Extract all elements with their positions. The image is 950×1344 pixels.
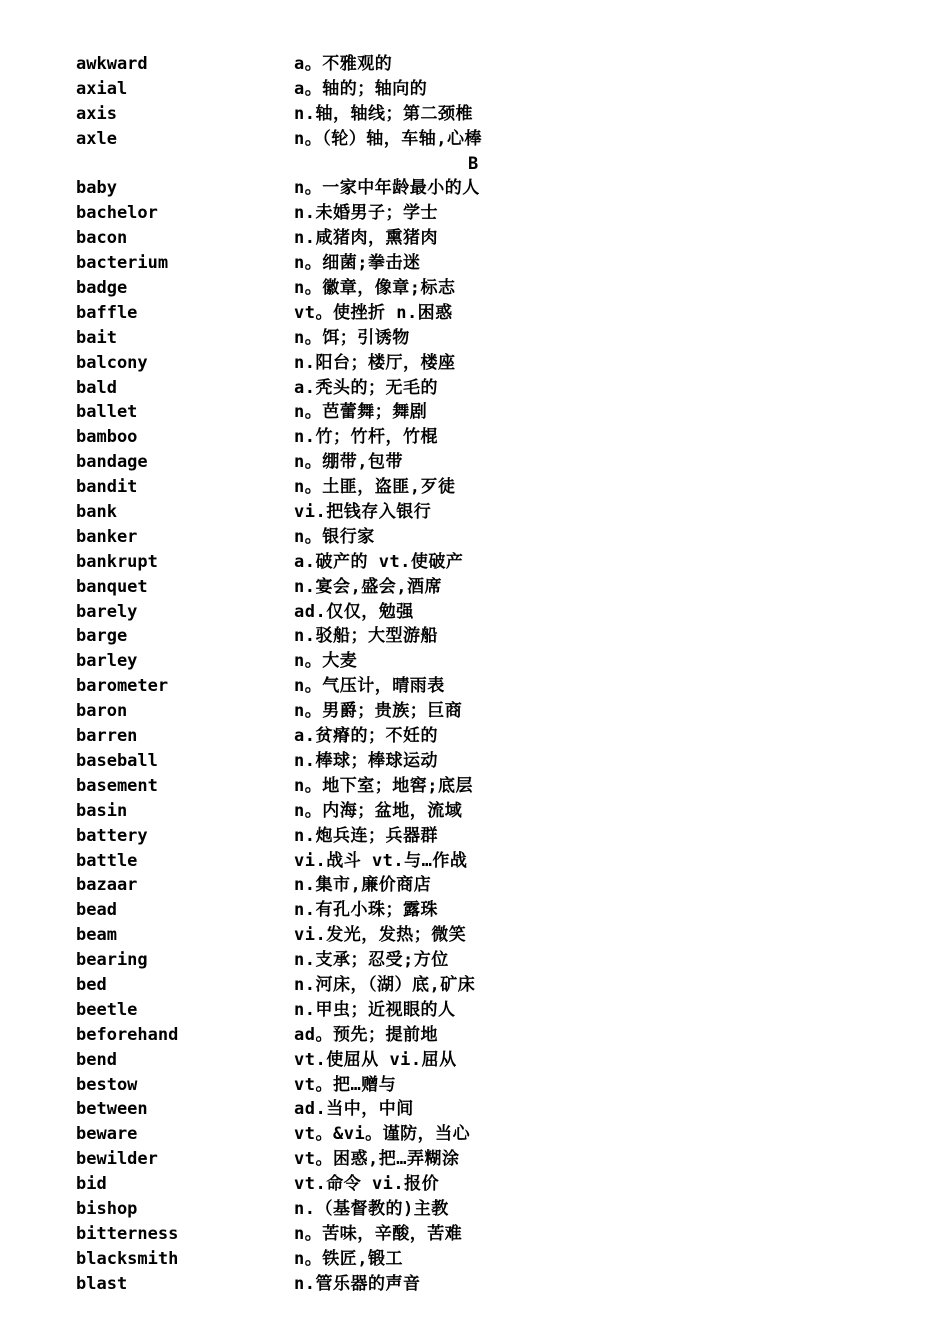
entry-word: bed (76, 974, 107, 995)
entry-word: barley (76, 651, 138, 672)
entry-definition: n。气压计，晴雨表 (294, 676, 445, 697)
vocab-entry (0, 1097, 950, 1122)
vocab-entry (0, 351, 950, 376)
vocab-entry (0, 1272, 950, 1297)
vocab-entry (0, 898, 950, 923)
section-header-row (0, 152, 950, 177)
entry-word: bald (76, 377, 117, 398)
vocab-entry (0, 1172, 950, 1197)
entry-word: bishop (76, 1198, 138, 1219)
entry-definition: ad.仅仅，勉强 (294, 601, 414, 622)
entry-word: bankrupt (76, 551, 158, 572)
vocab-entry (0, 226, 950, 251)
entry-definition: n。饵；引诱物 (294, 327, 410, 348)
vocab-entry (0, 873, 950, 898)
entry-word: bait (76, 327, 117, 348)
entry-word: axis (76, 103, 117, 124)
vocab-entry (0, 525, 950, 550)
entry-word: blacksmith (76, 1248, 179, 1269)
entry-word: baron (76, 701, 128, 722)
vocab-entry (0, 799, 950, 824)
vocab-entry (0, 1147, 950, 1172)
entry-word: axial (76, 78, 128, 99)
vocab-entry (0, 52, 950, 77)
entry-definition: vt.使屈从 vi.屈从 (294, 1049, 457, 1070)
entry-definition: n。一家中年龄最小的人 (294, 178, 480, 199)
entry-definition: vi.发光，发热；微笑 (294, 925, 467, 946)
entry-word: baffle (76, 302, 138, 323)
vocab-entry (0, 176, 950, 201)
section-letter: B (468, 153, 479, 174)
entry-word: barge (76, 626, 128, 647)
vocab-entry (0, 102, 950, 127)
entry-definition: a.秃头的；无毛的 (294, 377, 438, 398)
entry-word: balcony (76, 352, 148, 373)
entry-word: bid (76, 1174, 107, 1195)
entry-word: baseball (76, 750, 158, 771)
entry-definition: a.贫瘠的；不妊的 (294, 726, 438, 747)
entry-definition: vi.把钱存入银行 (294, 502, 432, 523)
vocab-entry (0, 326, 950, 351)
vocab-entry (0, 1122, 950, 1147)
vocab-entry (0, 276, 950, 301)
vocab-entry (0, 251, 950, 276)
entry-word: beforehand (76, 1024, 179, 1045)
entry-definition: n.河床，（湖）底,矿床 (294, 974, 476, 995)
entry-word: beware (76, 1124, 138, 1145)
entry-definition: vi.战斗 vt.与…作战 (294, 850, 468, 871)
entry-definition: ad.当中，中间 (294, 1099, 414, 1120)
entry-definition: n.甲虫；近视眼的人 (294, 999, 456, 1020)
entry-definition: n.管乐器的声音 (294, 1273, 421, 1294)
entry-word: basement (76, 775, 158, 796)
vocab-entry (0, 500, 950, 525)
entry-definition: n.（基督教的)主教 (294, 1198, 449, 1219)
vocab-entry (0, 973, 950, 998)
entry-definition: n。（轮）轴，车轴,心棒 (294, 128, 482, 149)
entry-definition: a。不雅观的 (294, 54, 393, 74)
vocab-entry (0, 77, 950, 102)
vocab-entry (0, 475, 950, 500)
entry-word: bandage (76, 452, 148, 473)
vocab-entry (0, 301, 950, 326)
vocab-entry (0, 724, 950, 749)
entry-definition: a.破产的 vt.使破产 (294, 551, 464, 572)
entry-definition: n。地下室；地窖;底层 (294, 775, 473, 796)
vocab-entry (0, 425, 950, 450)
entry-definition: n。男爵；贵族；巨商 (294, 701, 463, 722)
entry-definition: n。细菌;拳击迷 (294, 253, 421, 274)
entry-definition: a。轴的；轴向的 (294, 78, 428, 99)
entry-word: bearing (76, 950, 148, 971)
entry-word: bestow (76, 1074, 138, 1095)
entry-word: barren (76, 726, 138, 747)
entry-word: barometer (76, 676, 169, 697)
entry-definition: n.驳船；大型游船 (294, 626, 438, 647)
entry-word: bazaar (76, 875, 138, 896)
entry-word: bacon (76, 228, 128, 249)
vocab-entry (0, 550, 950, 575)
vocab-entry (0, 1048, 950, 1073)
entry-word: between (76, 1099, 148, 1120)
vocab-entry (0, 1247, 950, 1272)
entry-word: bewilder (76, 1149, 158, 1170)
entry-definition: n。土匪，盗匪,歹徒 (294, 477, 456, 498)
vocab-entry (0, 849, 950, 874)
vocab-entry (0, 824, 950, 849)
vocabulary-list-a (0, 52, 950, 152)
entry-definition: n。银行家 (294, 526, 375, 547)
vocab-entry (0, 948, 950, 973)
entry-definition: n.阳台；楼厅，楼座 (294, 352, 456, 373)
entry-definition: ad。预先；提前地 (294, 1024, 438, 1045)
vocab-entry (0, 450, 950, 475)
entry-definition: n.集市,廉价商店 (294, 875, 432, 896)
entry-word: basin (76, 800, 128, 821)
vocab-entry (0, 1222, 950, 1247)
entry-word: beetle (76, 999, 138, 1020)
entry-word: bend (76, 1049, 117, 1070)
entry-word: blast (76, 1273, 128, 1294)
entry-definition: n。苦味，辛酸，苦难 (294, 1223, 463, 1244)
entry-word: bitterness (76, 1223, 179, 1244)
entry-word: baby (76, 178, 117, 199)
vocab-entry (0, 1023, 950, 1048)
entry-word: banquet (76, 576, 148, 597)
entry-definition: n。绷带,包带 (294, 452, 403, 473)
entry-word: battle (76, 850, 138, 871)
entry-word: battery (76, 825, 148, 846)
entry-word: bacterium (76, 253, 169, 274)
entry-word: barely (76, 601, 138, 622)
vocab-entry (0, 1197, 950, 1222)
vocabulary-page (0, 52, 950, 1297)
vocab-entry (0, 674, 950, 699)
entry-word: bachelor (76, 203, 158, 224)
entry-definition: n.轴，轴线；第二颈椎 (294, 103, 473, 124)
entry-word: badge (76, 278, 128, 299)
entry-word: bead (76, 900, 117, 921)
entry-definition: n.宴会,盛会,酒席 (294, 576, 442, 597)
entry-definition: n。芭蕾舞；舞剧 (294, 402, 428, 423)
entry-word: bamboo (76, 427, 138, 448)
vocab-entry (0, 201, 950, 226)
entry-definition: n.棒球；棒球运动 (294, 750, 438, 771)
entry-definition: vt。&vi。谨防，当心 (294, 1124, 471, 1145)
entry-word: beam (76, 925, 117, 946)
entry-word: bank (76, 502, 117, 523)
vocab-entry (0, 699, 950, 724)
entry-definition: n。内海；盆地，流域 (294, 800, 463, 821)
entry-definition: n.有孔小珠；露珠 (294, 900, 438, 921)
vocab-entry (0, 376, 950, 401)
entry-definition: n.咸猪肉，熏猪肉 (294, 228, 438, 249)
vocab-entry (0, 624, 950, 649)
vocab-entry (0, 600, 950, 625)
entry-definition: n.竹；竹杆，竹棍 (294, 427, 438, 448)
vocab-entry (0, 400, 950, 425)
vocabulary-list-b (0, 176, 950, 1296)
entry-definition: vt。困惑,把…弄糊涂 (294, 1149, 460, 1170)
vocab-entry (0, 127, 950, 152)
vocab-entry (0, 774, 950, 799)
entry-definition: vt.命令 vi.报价 (294, 1174, 440, 1195)
vocab-entry (0, 649, 950, 674)
entry-definition: vt。把…赠与 (294, 1074, 397, 1095)
entry-word: awkward (76, 54, 148, 74)
entry-definition: n。徽章，像章;标志 (294, 278, 456, 299)
entry-definition: n.支承；忍受;方位 (294, 950, 449, 971)
vocab-entry (0, 923, 950, 948)
entry-word: banker (76, 526, 138, 547)
vocab-entry (0, 749, 950, 774)
vocab-entry (0, 998, 950, 1023)
vocab-entry (0, 575, 950, 600)
entry-definition: n。大麦 (294, 651, 358, 672)
entry-definition: n。铁匠,锻工 (294, 1248, 403, 1269)
entry-definition: vt。使挫折 n.困惑 (294, 302, 453, 323)
entry-word: bandit (76, 477, 138, 498)
vocab-entry (0, 1073, 950, 1098)
entry-word: ballet (76, 402, 138, 423)
entry-word: axle (76, 128, 117, 149)
entry-definition: n.未婚男子；学士 (294, 203, 438, 224)
entry-definition: n.炮兵连；兵器群 (294, 825, 438, 846)
